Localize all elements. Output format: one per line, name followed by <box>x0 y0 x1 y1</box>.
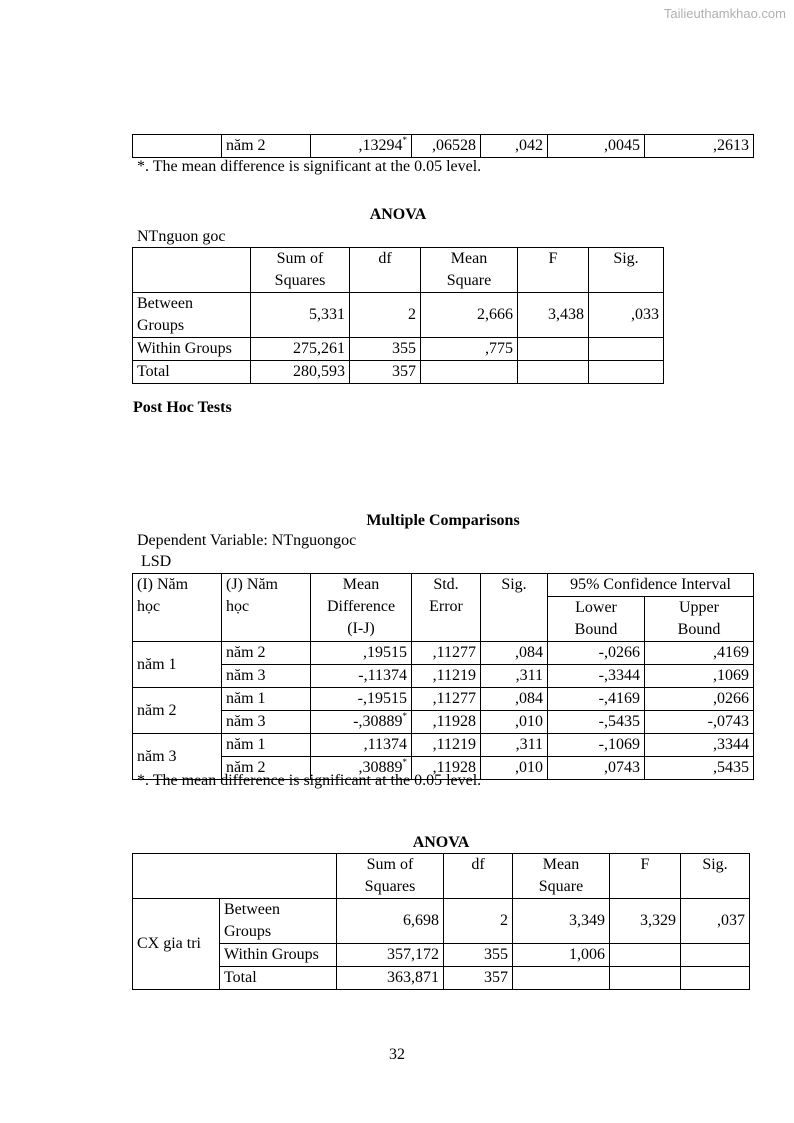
header-text: Mean <box>450 250 488 267</box>
header-text: (I-J) <box>347 620 375 637</box>
header-text: (J) Năm <box>226 576 278 593</box>
cell-upper: ,3344 <box>645 734 754 757</box>
mc-table <box>132 573 754 780</box>
cell-f: 3,329 <box>610 899 681 944</box>
header-text: Bound <box>574 621 618 638</box>
cell-sig: ,037 <box>681 899 750 944</box>
cell-lower: -,3344 <box>548 665 645 688</box>
table-row <box>133 899 750 944</box>
row-label <box>220 899 337 944</box>
row-label-text: Between <box>224 901 280 918</box>
cell-sum: 280,593 <box>251 361 350 384</box>
header-sum <box>337 854 444 899</box>
table-row <box>133 293 664 338</box>
cell-mean <box>421 361 518 384</box>
header-mean <box>421 248 518 293</box>
table-cell <box>133 135 222 158</box>
cell-f <box>518 338 589 361</box>
variable-label: CX gia tri <box>133 899 220 990</box>
cell-j: năm 1 <box>222 688 311 711</box>
significance-star: * <box>402 710 407 721</box>
header-text: Std. <box>433 576 459 593</box>
cell-value: ,13294 <box>358 137 403 154</box>
table-header-row <box>133 574 754 597</box>
header-text: Squares <box>364 878 416 895</box>
cell-df: 357 <box>350 361 421 384</box>
table-row <box>133 967 750 990</box>
header-f: F <box>610 854 681 899</box>
anova2-title: ANOVA <box>412 834 470 851</box>
header-md <box>311 574 412 642</box>
cell-md <box>311 688 412 711</box>
row-label-text: Between <box>137 295 193 312</box>
anova1-variable: NTnguon goc <box>137 228 226 245</box>
header-ci: 95% Confidence Interval <box>548 574 754 597</box>
footnote: *. The mean difference is significant at the 0.05 level. <box>137 772 482 789</box>
header-se <box>412 574 481 642</box>
cell-j: năm 3 <box>222 665 311 688</box>
watermark: Tailieuthamkhao.com <box>663 6 786 21</box>
header-sig: Sig. <box>481 574 548 642</box>
significance-star: * <box>402 134 407 145</box>
cell-df: 357 <box>444 967 513 990</box>
cell-md <box>311 642 412 665</box>
anova1-table <box>132 247 664 384</box>
header-sum <box>251 248 350 293</box>
cell-mean: 1,006 <box>513 944 610 967</box>
cell-value: ,19515 <box>363 644 407 661</box>
cell-sum: 6,698 <box>337 899 444 944</box>
cell-f <box>610 944 681 967</box>
header-f: F <box>518 248 589 293</box>
cell-md <box>311 711 412 734</box>
cell-j: năm 2 <box>222 642 311 665</box>
header-df: df <box>350 248 421 293</box>
cell-sum: 363,871 <box>337 967 444 990</box>
cell-md <box>311 734 412 757</box>
header-text: Bound <box>677 621 721 638</box>
row-label-text: Groups <box>137 317 185 334</box>
cell-upper: ,1069 <box>645 665 754 688</box>
table-header-row <box>133 248 664 293</box>
cell-sig <box>681 944 750 967</box>
row-label: Within Groups <box>220 944 337 967</box>
cell-upper: ,0266 <box>645 688 754 711</box>
cell-j: năm 3 <box>222 711 311 734</box>
cell-lower: -,0266 <box>548 642 645 665</box>
table-cell: ,0045 <box>548 135 645 158</box>
table-row <box>133 361 664 384</box>
cell-sig: ,010 <box>481 711 548 734</box>
cell-sig: ,311 <box>481 665 548 688</box>
row-label: Within Groups <box>133 338 251 361</box>
significance-star: * <box>402 756 407 767</box>
header-text: học <box>226 598 250 615</box>
table-cell: ,042 <box>481 135 548 158</box>
row-label <box>133 293 251 338</box>
table-row <box>133 688 754 711</box>
cell-sig: ,084 <box>481 688 548 711</box>
cell-df: 355 <box>444 944 513 967</box>
footnote: *. The mean difference is significant at the 0.05 level. <box>137 158 482 175</box>
header-df: df <box>444 854 513 899</box>
table-row <box>133 665 754 688</box>
header-upper <box>645 597 754 642</box>
page-number: 32 <box>389 1046 405 1063</box>
anova1-title: ANOVA <box>369 206 427 223</box>
group-label: năm 3 <box>133 734 222 780</box>
header-empty <box>133 248 251 293</box>
header-text: Difference <box>326 598 396 615</box>
row-label: Total <box>133 361 251 384</box>
cell-df: 2 <box>444 899 513 944</box>
table-row <box>133 944 750 967</box>
top-fragment-table <box>132 134 754 158</box>
table-row <box>133 338 664 361</box>
cell-upper: -,0743 <box>645 711 754 734</box>
header-text: Lower <box>575 599 617 616</box>
row-label: Total <box>220 967 337 990</box>
cell-sig: ,311 <box>481 734 548 757</box>
cell-mean <box>513 967 610 990</box>
row-label-text: Groups <box>224 923 272 940</box>
header-text: Square <box>446 272 492 289</box>
cell-sum: 357,172 <box>337 944 444 967</box>
cell-sig <box>681 967 750 990</box>
cell-f <box>518 361 589 384</box>
header-sig: Sig. <box>589 248 664 293</box>
cell-value: -,11374 <box>358 667 407 684</box>
cell-sum: 5,331 <box>251 293 350 338</box>
cell-sig <box>589 338 664 361</box>
header-i <box>133 574 222 642</box>
cell-df: 355 <box>350 338 421 361</box>
cell-value: -,19515 <box>357 690 407 707</box>
cell-sum: 275,261 <box>251 338 350 361</box>
header-text: Sum of <box>366 856 414 873</box>
cell-se: ,11277 <box>412 642 481 665</box>
cell-lower: ,0743 <box>548 757 645 780</box>
table-row <box>133 734 754 757</box>
cell-sig: ,033 <box>589 293 664 338</box>
cell-se: ,11928 <box>412 757 481 780</box>
cell-f <box>610 967 681 990</box>
table-header-row <box>133 854 750 899</box>
mc-dependent: Dependent Variable: NTnguongoc <box>137 532 357 549</box>
cell-mean: 3,349 <box>513 899 610 944</box>
cell-lower: -,5435 <box>548 711 645 734</box>
cell-value: ,30889 <box>358 759 403 776</box>
cell-mean: ,775 <box>421 338 518 361</box>
cell-md <box>311 665 412 688</box>
table-cell: ,2613 <box>645 135 754 158</box>
header-sig: Sig. <box>681 854 750 899</box>
cell-se: ,11928 <box>412 711 481 734</box>
header-mean <box>513 854 610 899</box>
cell-mean: 2,666 <box>421 293 518 338</box>
header-text: Mean <box>542 856 580 873</box>
header-empty <box>133 854 337 899</box>
cell-sig: ,084 <box>481 642 548 665</box>
header-text: Squares <box>274 272 326 289</box>
cell-value: ,11374 <box>363 736 407 753</box>
table-cell <box>311 135 412 158</box>
table-row <box>133 711 754 734</box>
cell-lower: -,4169 <box>548 688 645 711</box>
mc-title: Multiple Comparisons <box>366 512 520 529</box>
cell-sig: ,010 <box>481 757 548 780</box>
section-heading: Post Hoc Tests <box>133 399 232 416</box>
header-text: Mean <box>342 576 380 593</box>
mc-method: LSD <box>141 553 172 570</box>
group-label: năm 2 <box>133 688 222 734</box>
header-text: Square <box>538 878 584 895</box>
cell-se: ,11219 <box>412 734 481 757</box>
cell-upper: ,4169 <box>645 642 754 665</box>
group-label: năm 1 <box>133 642 222 688</box>
header-lower <box>548 597 645 642</box>
cell-value: -,30889 <box>353 713 403 730</box>
cell-df: 2 <box>350 293 421 338</box>
header-text: Upper <box>679 599 719 616</box>
table-cell: ,06528 <box>412 135 481 158</box>
cell-sig <box>589 361 664 384</box>
header-text: Sum of <box>276 250 324 267</box>
header-j <box>222 574 311 642</box>
table-row <box>133 135 754 158</box>
cell-upper: ,5435 <box>645 757 754 780</box>
header-text: học <box>137 598 161 615</box>
header-text: (I) Năm <box>137 576 189 593</box>
anova2-table <box>132 853 750 990</box>
table-cell: năm 2 <box>222 135 311 158</box>
cell-j: năm 1 <box>222 734 311 757</box>
cell-lower: -,1069 <box>548 734 645 757</box>
table-row <box>133 642 754 665</box>
cell-se: ,11219 <box>412 665 481 688</box>
header-text: Error <box>429 598 463 615</box>
cell-f: 3,438 <box>518 293 589 338</box>
cell-se: ,11277 <box>412 688 481 711</box>
cell-j: năm 2 <box>222 757 311 780</box>
